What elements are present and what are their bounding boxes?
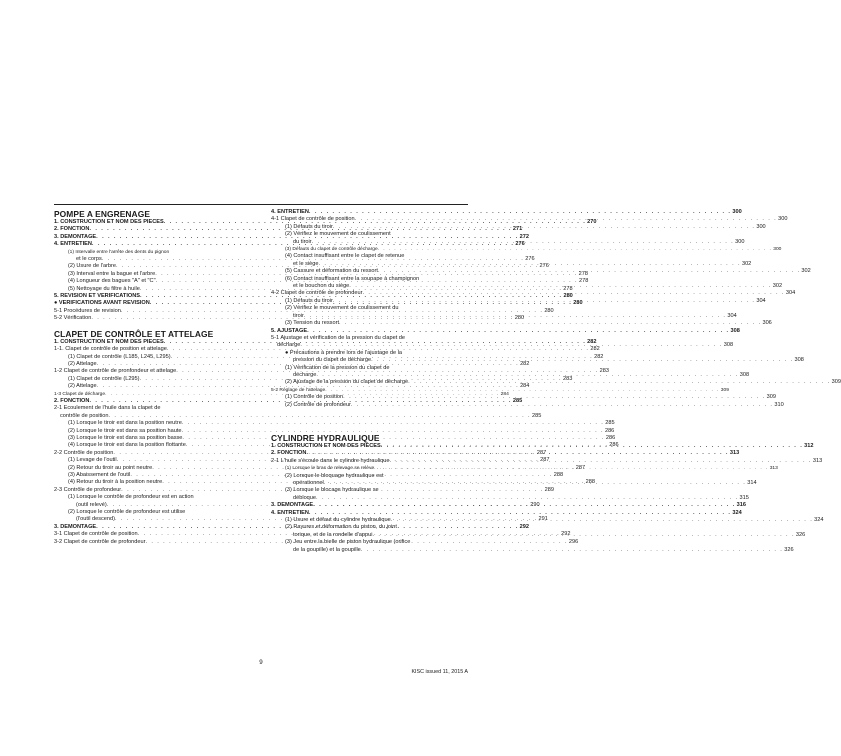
toc-entry-title: 3. DEMONTAGE	[54, 523, 97, 530]
toc-entry-page: 291	[538, 516, 548, 523]
dot-leader	[374, 465, 769, 472]
toc-entry-title: (4) Lorsque le tiroir est dans la position flottante	[68, 442, 186, 449]
toc-entry-page: 313	[769, 466, 778, 472]
dot-leader	[324, 480, 746, 487]
dot-leader	[343, 394, 765, 401]
toc-entry-title: ● VERIFICATIONS AVANT REVISION	[54, 300, 150, 307]
toc-entry-title: (1) Clapet de contrôle (L185, L245, L295)	[68, 353, 171, 360]
toc-entry-page: 326	[784, 546, 794, 553]
toc-entry-page: 284	[520, 383, 530, 390]
toc-entry-page: 288	[553, 472, 564, 478]
toc-entry-title: 5. REVISION ET VERIFICATIONS	[54, 293, 140, 300]
toc-entry	[271, 246, 782, 253]
toc-entry	[271, 494, 749, 502]
toc-entry-title: (1) Levage de l'outil	[68, 457, 117, 464]
toc-entry-page: 288	[585, 479, 596, 486]
dot-leader	[339, 320, 761, 327]
toc-entry-title: 2-1 L'huile s'écoule dans le cylindre hydraulique	[271, 457, 390, 464]
toc-entry-title: (1) Contrôle de position	[285, 394, 344, 401]
toc-entry-title: (5) Nettoyage du filtre à huile	[68, 285, 140, 292]
toc-entry-title: 2-3 Contrôle de profondeur	[54, 486, 122, 493]
toc-entry-title: torique, et de la rondelle d'appui	[293, 531, 373, 538]
toc-entry-text: (2) Lorsque le contrôle de profondeur est utilise	[68, 509, 186, 516]
toc-entry-text: 2-1 Ecoulement de l'huile dans la clapet de	[54, 405, 161, 412]
dot-leader	[307, 328, 729, 335]
toc-entry-page: 324	[814, 517, 824, 524]
toc-entry-title: 4-1 Clapet de contrôle de position	[271, 216, 355, 223]
toc-entry-text: (2) Vérifiez le mouvement de coulissement	[285, 231, 391, 238]
toc-entry-page: 292	[519, 523, 529, 530]
toc-entry-title: 2-2 Contrôle de position	[54, 449, 114, 456]
toc-entry-page: 314	[747, 480, 757, 486]
toc-entry-page: 309	[720, 387, 729, 393]
toc-entry-page: 315	[739, 494, 749, 501]
toc-entry-page: 280	[563, 293, 573, 300]
dot-leader	[389, 458, 811, 465]
toc-entry-title: (3) Défauts du clapet de contrôle décharge	[285, 247, 378, 253]
toc-entry-title: (2) Retour du tiroir au point neutre	[68, 464, 153, 471]
toc-entry	[271, 320, 772, 327]
toc-entry-page: 287	[540, 457, 550, 464]
toc-entry-title: pression du clapet de décharge	[293, 357, 372, 364]
toc-entry-page: 300	[773, 247, 782, 253]
toc-entry-page: 278	[579, 278, 589, 285]
toc-entry-page: 300	[778, 216, 788, 223]
dot-leader	[316, 495, 738, 502]
dot-leader	[362, 290, 784, 297]
toc-entry-title: 1. CONSTRUCTION ET NOM DES PIÈCES	[271, 442, 381, 449]
toc-entry-page: 308	[730, 327, 740, 334]
toc-entry-title: (1) Usure et défaut du cylindre hydraulique	[285, 517, 391, 524]
toc-entry-page: 270	[587, 219, 597, 225]
toc-entry-page: 280	[544, 307, 554, 314]
toc-entry-title: 3-1 Clapet de contrôle de position	[54, 531, 138, 538]
section-heading: CLAPET DE CONTRÔLE ET ATTELAGE	[54, 328, 214, 339]
toc-entry-title: 3. DEMONTAGE	[54, 233, 97, 240]
section-heading: POMPE A ENGRENAGE	[54, 209, 151, 219]
toc-entry-page: 286	[609, 442, 619, 449]
toc-entry-text: (3) Jeu entre la bielle de piston hydraulique (orifice	[285, 539, 411, 546]
toc-entry-page: 308	[739, 371, 750, 378]
toc-entry-title: (outil relevé)	[76, 501, 107, 508]
toc-entry-page: 324	[732, 509, 742, 516]
toc-entry-page: 309	[831, 379, 841, 386]
toc-entry-title: 1-2 Clapet de contrôle de pronfondeur et attelage	[54, 368, 177, 375]
dot-leader	[300, 342, 722, 349]
dot-leader	[316, 372, 738, 379]
dot-leader	[333, 298, 755, 305]
toc-entry-page: 278	[563, 285, 573, 292]
toc-entry-title: (4) Longueur des bagues "A" et "C"	[68, 278, 156, 285]
dot-leader	[372, 532, 794, 539]
toc-entry-page: 282	[590, 346, 600, 353]
toc-entry-page: 282	[520, 360, 530, 367]
dot-leader	[304, 313, 726, 320]
toc-entry-title: et le corps	[76, 256, 102, 263]
toc-entry-page: 304	[727, 312, 737, 319]
dot-leader	[309, 209, 731, 216]
toc-entry-page: 302	[741, 260, 752, 267]
toc-entry-title: (l'outil descend)	[76, 516, 116, 523]
toc-entry-page: 326	[795, 531, 806, 538]
toc-entry-page: 309	[766, 394, 776, 401]
toc-entry-title: décharge	[293, 371, 317, 378]
toc-entry	[271, 379, 841, 386]
toc-entry-title: 5-2 Vérification	[54, 315, 92, 322]
dot-leader	[391, 517, 813, 524]
dot-leader	[361, 547, 783, 554]
toc-entry-page: 276	[525, 256, 535, 263]
toc-entry-title: (1) Défauts du tiroir	[285, 297, 333, 304]
toc-entry	[54, 412, 542, 420]
toc-entry-page: 302	[801, 268, 811, 275]
toc-entry-page: 300	[735, 238, 745, 245]
footer-note: KISC issued 11, 2015 A	[411, 669, 468, 675]
dot-leader	[378, 268, 800, 275]
toc-entry-page: 285	[531, 412, 542, 419]
toc-entry-title: 3-2 Clapet de contrôle de profondeur	[54, 538, 146, 545]
toc-entry-title: du tiroir	[293, 238, 312, 245]
toc-entry	[271, 509, 742, 517]
toc-entry-page: 278	[578, 270, 588, 277]
toc-entry-page: 272	[519, 233, 529, 240]
toc-entry-page: 282	[594, 353, 604, 360]
toc-entry-title: (2) Attelage	[68, 383, 97, 390]
toc-entry-title: 1-3 Clapet de décharge	[54, 391, 106, 397]
section-heading: CYLINDRE HYDRAULIQUE	[271, 432, 380, 443]
toc-entry-page: 316	[736, 502, 746, 509]
dot-leader	[309, 510, 731, 517]
toc-entry-page: 276	[515, 241, 525, 248]
toc-entry-page: 290	[530, 501, 540, 508]
dot-leader	[319, 261, 741, 268]
toc-entry-page: 300	[756, 223, 766, 230]
toc-entry-page: 312	[804, 442, 814, 449]
toc-entry-page: 283	[599, 368, 610, 375]
toc-entry-title: (2) Contrôle de profondeur	[285, 401, 351, 408]
toc-entry-text: (2) Rayures et déformation du piston, du joint	[285, 524, 397, 531]
toc-entry-page: 304	[756, 297, 766, 304]
dot-leader	[313, 502, 735, 509]
dot-leader	[381, 443, 803, 450]
dot-leader	[371, 357, 793, 364]
toc-entry	[271, 546, 794, 554]
toc-entry	[271, 327, 740, 335]
toc-entry-page: 280	[573, 300, 583, 307]
toc-entry-title: opérationnel	[293, 480, 324, 486]
toc-entry-title: et le siège	[293, 260, 319, 267]
toc-entry-page: 276	[539, 263, 549, 270]
dot-leader	[349, 283, 771, 290]
toc-entry-title: 4. ENTRETIEN	[54, 241, 92, 248]
toc-entry-title: (1) Défauts du tiroir	[285, 223, 333, 230]
toc-entry-title: 5-1 Procédures de revision	[54, 307, 121, 314]
page-number: 9	[259, 659, 263, 666]
toc-entry-title: 3. DEMONTAGE	[271, 502, 314, 509]
toc-entry-page: 287	[575, 464, 586, 471]
toc-entry-title: et le bouchon du siège	[293, 283, 350, 290]
toc-entry-title: débloque	[293, 494, 317, 501]
toc-entry	[271, 401, 784, 409]
dot-leader	[378, 246, 773, 253]
toc-entry-page: 304	[785, 290, 796, 297]
toc-entry-page: 287	[536, 449, 547, 456]
toc-entry	[54, 420, 615, 427]
toc-entry-page: 286	[604, 427, 615, 434]
dot-leader	[351, 402, 773, 409]
toc-entry-page: 308	[723, 342, 734, 349]
toc-entry-title: décharge	[277, 342, 301, 349]
toc-entry-title: 2. FONCTION	[54, 397, 90, 404]
toc-entry-page: 286	[605, 434, 616, 441]
toc-entry-page: 302	[772, 283, 783, 290]
toc-entry-page: 306	[762, 320, 772, 327]
toc-entry-title: (2) Usure de l'arbre	[68, 263, 117, 270]
toc-entry-title: 5. AJUSTAGE	[271, 327, 308, 334]
toc-entry-title: 4-2 Clapet de contrôle de profondeur	[271, 290, 363, 297]
toc-entry-title: 1-1. Clapet de contrôle de position et attelage	[54, 346, 167, 353]
toc-entry-page: 289	[544, 486, 554, 493]
toc-entry-page: 296	[568, 538, 579, 545]
toc-entry-title: 5-2 Réglage de l'attelage	[271, 387, 326, 393]
toc-entry-page: 284	[500, 391, 509, 397]
toc-entry-page: 313	[812, 457, 823, 464]
toc-entry-title: contrôle de position	[60, 412, 109, 419]
toc-entry-title: de la goupille) et la goupille	[293, 546, 361, 553]
toc-entry	[271, 342, 734, 349]
toc-entry-title: 1. CONSTRUCTION ET NOM DES PIECES	[54, 219, 164, 225]
toc-entry-title: (2) Ajustage de la pression du clapet de décharge	[285, 379, 409, 386]
toc-entry-page: 271	[512, 226, 523, 233]
toc-entry-text: (4) Contact insuffisant entre le clapet de retenue	[285, 253, 405, 260]
toc-entry-text: (3) Lorsque le blocage hydraulique se	[285, 487, 379, 494]
toc-entry-text: (2) Lorsque le bloquage hydraulique est	[285, 472, 384, 479]
toc-entry-text: (1) Vérification de la pression du clapet de	[285, 364, 390, 371]
dot-leader	[325, 387, 720, 394]
toc-entry-title: (2) Lorsque le tiroir est dans sa position haute	[68, 427, 182, 434]
toc-entry-title: (2) Attelage	[68, 360, 97, 367]
dot-leader	[355, 216, 777, 223]
toc-entry-page: 300	[732, 209, 742, 215]
dot-leader	[306, 450, 728, 457]
toc-entry-title: (5) Cassure et déformation du ressort	[285, 268, 378, 275]
toc-entry-title: 4. ENTRETIEN	[271, 209, 309, 215]
toc-entry-text: ● Précautions à prendre lors de l'ajustage de la	[285, 349, 403, 356]
toc-entry-title: tiroir	[293, 312, 304, 319]
toc-entry-title: (3) Interval entre la bague et l'arbre	[68, 270, 156, 277]
dot-leader	[312, 239, 734, 246]
toc-entry-title: (1) Lorsque le tiroir est dans la position neutre	[68, 420, 182, 427]
toc-entry-page: 292	[561, 531, 571, 538]
toc-entry-page: 283	[562, 375, 573, 382]
toc-entry-text: (1) Lorsque le contrôle de profondeur est en action	[68, 494, 194, 501]
toc-entry-page: 308	[794, 357, 804, 364]
toc-entry-title: (3) Tension du ressort	[285, 320, 339, 327]
toc-entry-title: 2. FONCTION	[54, 226, 90, 233]
toc-entry-text: (6) Contact insuffisant entre la soupape à champignon	[285, 275, 420, 282]
dot-leader	[408, 379, 830, 386]
header-rule	[54, 204, 468, 205]
toc-entry	[271, 209, 742, 216]
toc-entry-page: 285	[512, 397, 523, 404]
dot-leader	[333, 224, 755, 231]
toc-entry-title: 1. CONSTRUCTION ET NOM DES PIECES	[54, 338, 164, 345]
toc-entry-title: (1) Clapet de contrôle (L295)	[68, 375, 140, 382]
toc-entry-title: (1) Lorsque le bras de relevage se relève	[285, 466, 375, 472]
toc-entry-page: 313	[729, 450, 740, 457]
toc-entry-title: (4) Retour du tiroir à la position neutre	[68, 479, 163, 486]
toc-entry-title: 2. FONCTION	[271, 450, 307, 457]
toc-entry-text: 5-1 Ajustage et vérification de la pression du clapet de	[271, 334, 406, 341]
toc-entry-page: 310	[774, 401, 784, 408]
toc-entry-title: 4. ENTRETIEN	[271, 509, 309, 516]
toc-entry-text: (2) Vérifiez le mouvement de coulissement du	[285, 305, 399, 312]
toc-entry-title: (3) Abaissement de l'outil	[68, 472, 131, 478]
toc-entry-text: (1) Intervalle entre l'arrête des dents du pignon	[68, 249, 170, 255]
toc-entry-title: (3) Lorsque le tiroir est dans sa position basse	[68, 434, 183, 441]
toc-entry-page: 282	[587, 338, 597, 345]
toc-entry	[54, 427, 615, 435]
toc-entry-page: 285	[605, 420, 615, 427]
toc-entry-page: 280	[514, 315, 525, 322]
